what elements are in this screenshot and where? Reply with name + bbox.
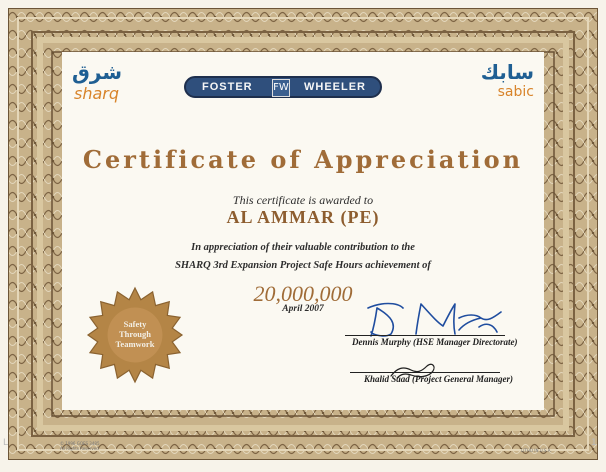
copyright-notice: © 1996 GOES 3485 All Rights Reserved xyxy=(60,441,100,451)
appreciation-line-1: In appreciation of their valuable contribution to the xyxy=(191,242,415,253)
certificate-date: April 2007 xyxy=(282,304,324,314)
fw-logo-icon: FW xyxy=(272,79,290,97)
left-margin-mark: L xyxy=(3,438,9,448)
foster-wheeler-logo xyxy=(184,76,382,98)
seal-line-2: Through xyxy=(119,329,151,339)
sabic-logo xyxy=(460,60,536,106)
signatory-2: Khalid Saad (Project General Manager) xyxy=(364,374,514,384)
awarded-text: This certificate is awarded to xyxy=(232,193,374,207)
recipient-name: AL AMMAR (PE) xyxy=(226,207,380,227)
achievement-number: 20,000,000 xyxy=(253,281,353,306)
printed-in-notice: LITHO IN U.S.A. xyxy=(521,448,552,453)
signatory-1: Dennis Murphy (HSE Manager Directorate) xyxy=(352,337,518,347)
sabic-arabic-text: سابك xyxy=(480,60,534,84)
appreciation-line-2: SHARQ 3rd Expansion Project Safe Hours achievement of xyxy=(175,260,431,271)
sharq-arabic-text: شرق xyxy=(72,60,122,84)
signature-line-1 xyxy=(345,335,505,336)
signature-line-2 xyxy=(350,372,500,373)
foster-text: FOSTER xyxy=(202,81,253,93)
sharq-logo xyxy=(70,60,122,106)
sharq-english-text: sharq xyxy=(74,84,120,103)
sabic-english-text: sabic xyxy=(497,84,534,100)
seal-line-3: Teamwork xyxy=(115,339,155,349)
wheeler-text: WHEELER xyxy=(304,81,366,93)
right-margin-mark: 1 xyxy=(591,438,597,448)
signature-dennis-murphy xyxy=(363,300,508,340)
seal-line-1: Safety xyxy=(123,319,147,329)
certificate-title: Certificate of Appreciation xyxy=(82,145,524,174)
